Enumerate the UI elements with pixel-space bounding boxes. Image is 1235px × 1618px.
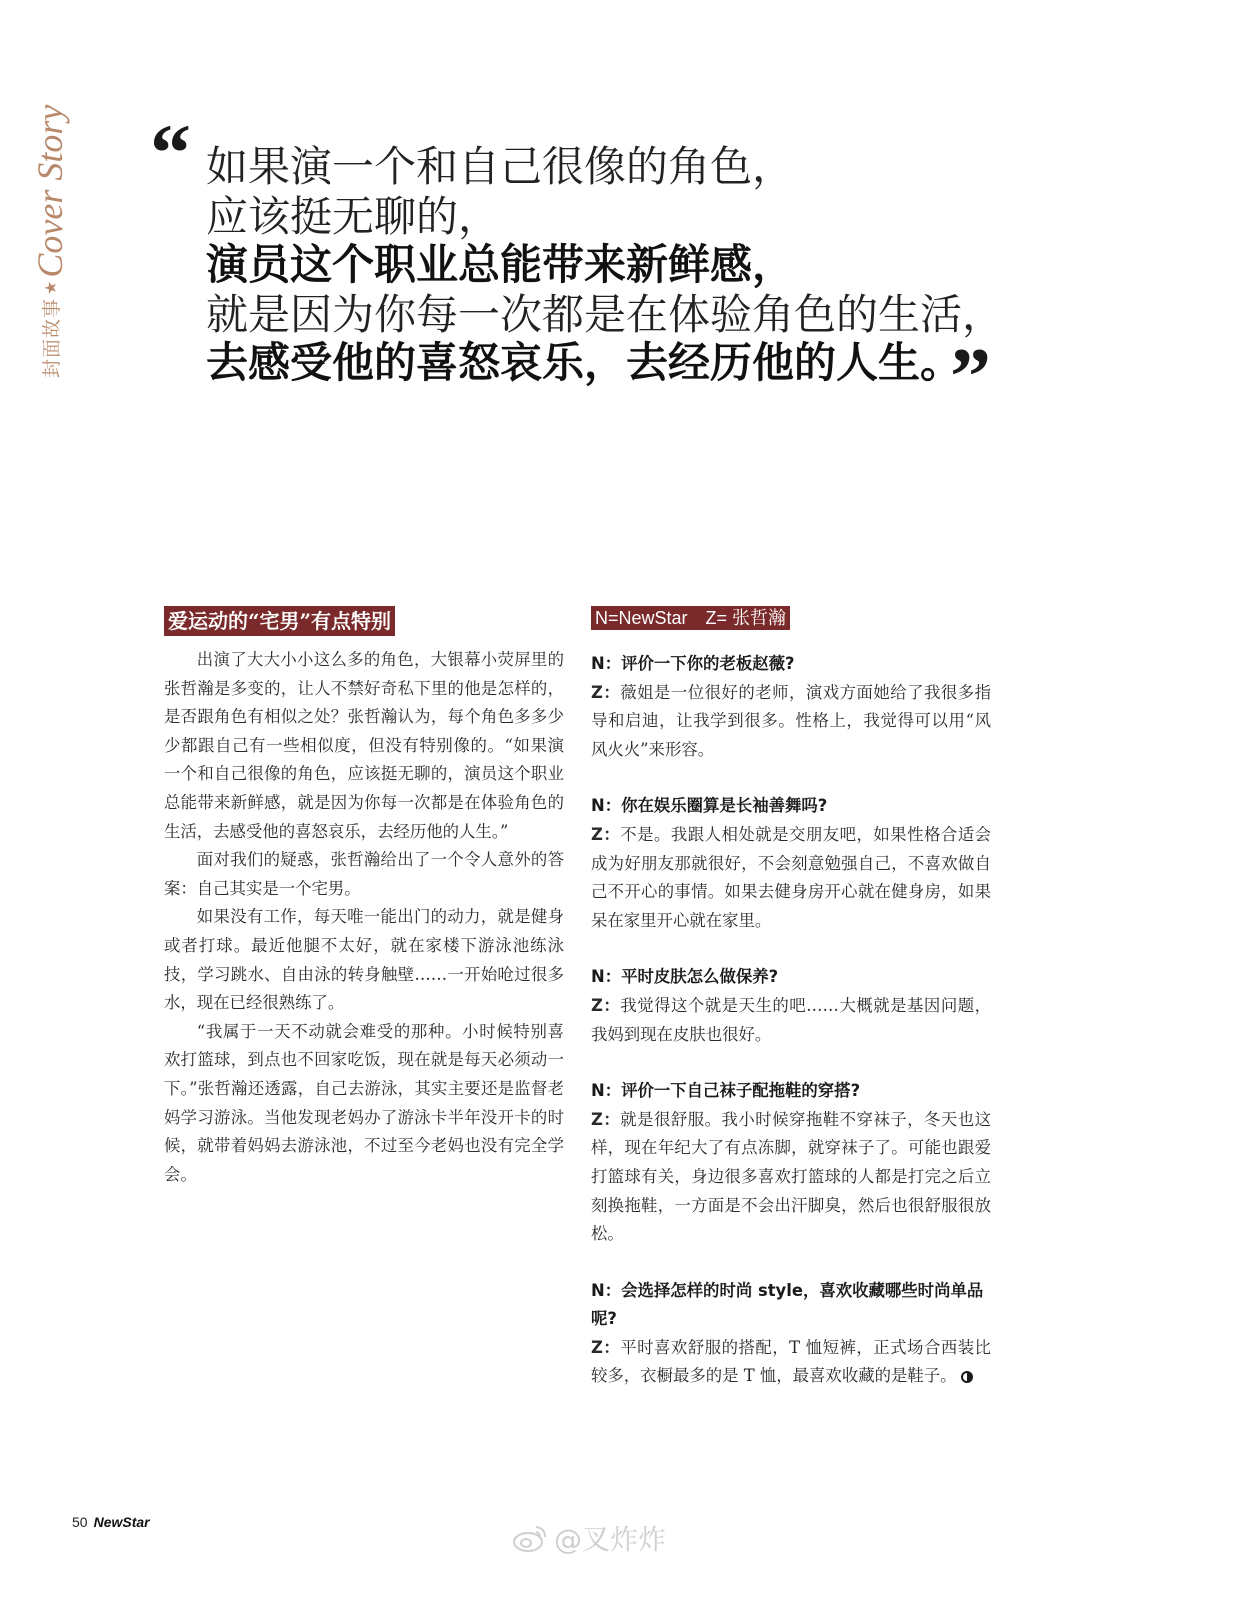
answer bbox=[591, 992, 991, 1049]
interview-column bbox=[591, 606, 991, 1391]
answer-label: Z： bbox=[591, 1337, 621, 1357]
answer-text: 就是很舒服。我小时候穿拖鞋不穿袜子，冬天也这样，现在年纪大了有点冻脚，就穿袜子了。可能也跟爱打篮球有关，身边很多喜欢打篮球的人都是打完之后立刻换拖鞋，一方面是不会出汗脚臭，然后也很舒服很放松。 bbox=[591, 1109, 992, 1244]
pull-quote-line: 演员这个职业总能带来新鲜感， bbox=[206, 240, 795, 289]
question-text: 评价一下自己袜子配拖鞋的穿搭? bbox=[621, 1081, 861, 1101]
question bbox=[591, 792, 991, 821]
question-text: 平时皮肤怎么做保养? bbox=[621, 967, 779, 987]
weibo-icon bbox=[512, 1523, 548, 1553]
answer bbox=[591, 821, 991, 935]
pull-quote-line: 就是因为你每一次都是在体验角色的生活， bbox=[206, 290, 1005, 339]
answer-label: Z： bbox=[591, 1109, 621, 1129]
answer bbox=[591, 1334, 991, 1391]
pull-quote-line: 应该挺无聊的， bbox=[206, 192, 501, 241]
answer-text: 我觉得这个就是天生的吧……大概就是基因问题，我妈到现在皮肤也很好。 bbox=[591, 995, 992, 1044]
answer-label: Z： bbox=[591, 824, 621, 844]
answer-text: 薇姐是一位很好的老师，演戏方面她给了我很多指导和启迪，让我学到很多。性格上，我觉得可以用“风风火火”来形容。 bbox=[591, 682, 992, 759]
end-mark-icon bbox=[961, 1371, 973, 1383]
qa-item bbox=[591, 650, 991, 764]
page-footer bbox=[72, 1514, 150, 1530]
answer-text: 不是。我跟人相处就是交朋友吧，如果性格合适会成为好朋友那就很好，不会刻意勉强自己，不喜欢做自己不开心的事情。如果去健身房开心就在健身房，如果呆在家里开心就在家里。 bbox=[591, 824, 992, 930]
question bbox=[591, 1277, 991, 1334]
open-quote-mark: “ bbox=[150, 107, 191, 198]
article-column bbox=[164, 606, 564, 1189]
answer bbox=[591, 679, 991, 765]
pull-quote-line: 去感受他的喜怒哀乐，去经历他的人生。 bbox=[206, 338, 963, 387]
answer-text: 平时喜欢舒服的搭配，T 恤短裤，正式场合西装比较多，衣橱最多的是 T 恤，最喜欢收藏的是鞋子。 bbox=[591, 1337, 991, 1386]
qa-item bbox=[591, 963, 991, 1049]
question-text: 你在娱乐圈算是长袖善舞吗? bbox=[621, 796, 828, 816]
article-paragraph: 面对我们的疑惑，张哲瀚给出了一个令人意外的答案：自己其实是一个宅男。 bbox=[164, 850, 564, 898]
question-label: N： bbox=[591, 654, 622, 673]
question-label: N： bbox=[591, 796, 622, 816]
watermark bbox=[512, 1518, 666, 1558]
question-text: 评价一下你的老板赵薇? bbox=[621, 654, 795, 673]
star-icon: ★ bbox=[40, 280, 60, 295]
question bbox=[591, 963, 991, 992]
section-heading: 爱运动的“宅男”有点特别 bbox=[164, 606, 395, 636]
article-body bbox=[164, 646, 564, 1189]
answer-label: Z： bbox=[591, 682, 621, 702]
qa-item bbox=[591, 1077, 991, 1249]
qa-item bbox=[591, 1277, 991, 1391]
question-label: N： bbox=[591, 967, 622, 987]
question-label: N： bbox=[591, 1081, 622, 1101]
side-tag-cn: 封面故事 bbox=[40, 297, 63, 378]
article-paragraph: 如果没有工作，每天唯一能出门的动力，就是健身或者打球。最近他腿不太好，就在家楼下游泳池练泳技，学习跳水、自由泳的转身触壁……一开始呛过很多水，现在已经很熟练了。 bbox=[164, 907, 564, 1013]
qa-item bbox=[591, 792, 991, 935]
article-paragraph: 出演了大大小小这么多的角色，大银幕小荧屏里的张哲瀚是多变的，让人不禁好奇私下里的他是怎样的，是否跟角色有相似之处？张哲瀚认为，每个角色多多少少都跟自己有一些相似度，但没有特别像的。“如果演一个和自己很像的角色，应该挺无聊的，演员这个职业总能带来新鲜感，就是因为你每一次都是在体验角色的生活，去感受他的喜怒哀乐，去经历他的人生。” bbox=[164, 650, 564, 841]
answer bbox=[591, 1106, 991, 1249]
watermark-text: @叉炸炸 bbox=[554, 1523, 667, 1556]
question-label: N： bbox=[591, 1280, 622, 1300]
close-quote-mark: ” bbox=[950, 331, 991, 422]
interview-key: N=NewStar Z= 张哲瀚 bbox=[591, 606, 790, 630]
pull-quote-line: 如果演一个和自己很像的角色， bbox=[206, 142, 795, 191]
question bbox=[591, 650, 991, 679]
question-text: 会选择怎样的时尚 style，喜欢收藏哪些时尚单品呢? bbox=[591, 1280, 984, 1329]
magazine-brand: NewStar bbox=[93, 1514, 150, 1530]
question bbox=[591, 1077, 991, 1106]
article-paragraph: “我属于一天不动就会难受的那种。小时候特别喜欢打篮球，到点也不回家吃饭，现在就是每天必须动一下。”张哲瀚还透露，自己去游泳，其实主要还是监督老妈学习游泳。当他发现老妈办了游泳卡半年没开卡的时候，就带着妈妈去游泳池，不过至今老妈也没有完全学会。 bbox=[164, 1021, 564, 1184]
answer-label: Z： bbox=[591, 995, 621, 1015]
section-side-tag bbox=[6, 78, 70, 378]
page-number: 50 bbox=[72, 1514, 88, 1530]
side-tag-en: Cover Story bbox=[30, 104, 70, 278]
